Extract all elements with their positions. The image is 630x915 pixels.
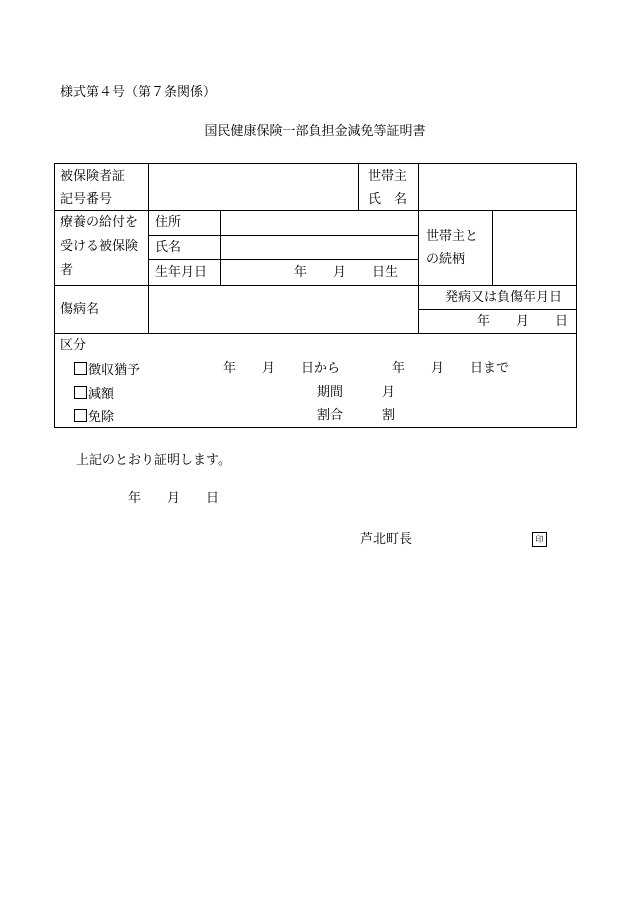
table-rule-col-right: [418, 163, 419, 333]
address-label: 住所: [155, 215, 182, 230]
table-rule-field-labels: [220, 210, 221, 285]
period-label: 期間 月: [317, 385, 396, 400]
table-rule-row2: [54, 285, 577, 286]
householder-label: 世帯主: [368, 169, 408, 184]
option-reduce[interactable]: [74, 386, 114, 401]
table-rule-relation: [492, 210, 493, 285]
onset-date-label: 発病又は負傷年月日: [445, 290, 563, 305]
option-exempt[interactable]: [74, 409, 114, 424]
checkbox-reduce[interactable]: [74, 386, 87, 399]
table-border-top: [54, 163, 577, 164]
recipient-label-3: 者: [60, 263, 74, 278]
table-border-bottom: [54, 427, 577, 428]
category-label: 区分: [60, 338, 87, 353]
table-border-left: [54, 163, 55, 428]
seal-mark: 印: [532, 532, 547, 547]
option-postpone[interactable]: [74, 362, 140, 377]
householder-name-label: 氏 名: [368, 192, 408, 207]
table-rule-name: [148, 259, 418, 260]
relation-label-2: の続柄: [426, 252, 466, 267]
insured-cert-label: 被保険者証: [60, 169, 126, 184]
table-rule-col1: [148, 163, 149, 333]
option-postpone-label: 徴収猶予: [88, 363, 141, 378]
checkbox-postpone[interactable]: [74, 362, 87, 375]
insured-cert-label-2: 記号番号: [60, 192, 113, 207]
birthdate-label: 生年月日: [155, 265, 208, 280]
recipient-label-2: 受ける被保険: [60, 239, 139, 254]
birthdate-value: 年 月 日生: [294, 265, 399, 280]
onset-date-value: 年 月 日: [477, 314, 569, 329]
mayor-title: 芦北町長: [360, 532, 413, 547]
relation-label: 世帯主と: [426, 229, 479, 244]
form-number: 様式第４号（第７条関係）: [60, 85, 217, 100]
document-title: 国民健康保険一部負担金減免等証明書: [204, 124, 426, 139]
disease-label: 傷病名: [60, 302, 100, 317]
table-rule-householder-left: [358, 163, 359, 210]
option-exempt-label: 免除: [88, 410, 115, 425]
checkbox-exempt[interactable]: [74, 409, 87, 422]
table-rule-row3: [54, 333, 577, 334]
name-label: 氏名: [155, 240, 182, 255]
certification-statement: 上記のとおり証明します。: [76, 453, 231, 468]
certification-date: 年 月 日: [128, 491, 220, 506]
table-rule-row1: [54, 210, 577, 211]
table-border-right: [576, 163, 577, 428]
option-reduce-label: 減額: [88, 387, 115, 402]
ratio-label: 割合 割: [317, 408, 396, 423]
table-rule-onset: [418, 309, 577, 310]
table-rule-address: [148, 235, 418, 236]
period-range: 年 月 日から 年 月 日まで: [223, 361, 510, 376]
recipient-label: 療養の給付を: [60, 215, 139, 230]
